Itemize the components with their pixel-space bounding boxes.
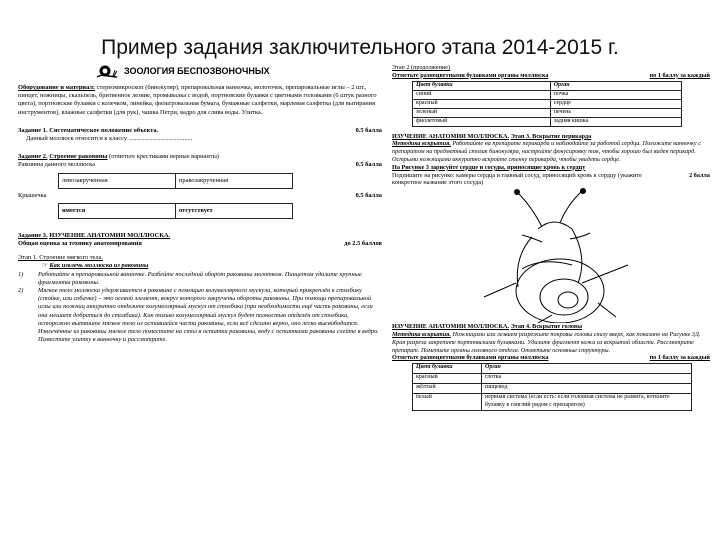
table-row: зеленый печень [413,108,682,117]
task1-row [18,127,382,135]
task2-label: Задание 2. [18,153,48,161]
task1-points: 0.5 балла [355,126,382,134]
snail-icon [96,64,118,78]
howto-title: Как извлечь моллюска из раковины [49,262,149,270]
slide-title: Пример задания заключительного этапа 2014-2015 г. [101,36,619,59]
stage3-heading: ИЗУЧЕНИЕ АНАТОМИИ МОЛЛЮСКА. Этап 3. Вскрытие перикарда [392,132,592,140]
task1-line: Данный моллюск относится к классу ........................................ [26,135,193,143]
col-header-color: Цвет булавки [413,81,551,90]
task2-title: Строение раковины [49,153,108,161]
howto-row [42,262,382,270]
pin-color-table [412,81,682,127]
snail-anatomy-illustration [392,187,710,323]
organ-table [412,363,692,411]
lid-option-present[interactable]: имеется [59,203,176,218]
stage4-question: Отметьте разноцветными булавками органы моллюска по 1 баллу за каждый [392,354,710,362]
stage4-method: Методика вскрытия. Ножницами или лезвием разрежьте покровы головы снизу вверх, как показано на Рисунке 3Д. Края разреза закрепите портновскими булавками. Удалите фрагмент кожи из вскрытой области. Рассмотрите препарат. Пометьте органы головного отдела. Отметьте основные структуры. [392,330,701,354]
twist-table [58,173,293,189]
left-page [18,64,382,344]
col-header-organ: Орган [550,81,681,90]
twist-option-left[interactable]: левозакрученная [59,173,176,188]
right-page [392,64,710,411]
equipment-paragraph [18,84,382,117]
stage3-method: Методика вскрытия. Работайте на препарате перикарда и наблюдайте за работой сердца. Положите ванночку с препаратом на предметный столик бинокуляра, настройте фокусировку так, чтобы хорошо был виден перикард. Острыми ножницами аккуратно вскройте стенку перикарда, чтобы увидеть сердце. [392,140,701,163]
task2-note: (отметьте крестиками верные варианты) [109,153,220,161]
task2-row [18,153,382,161]
twist-row: Раковина данного моллюска 0.5 балла [18,161,382,169]
section-heading: ЗООЛОГИЯ БЕСПОЗВОНОЧНЫХ [124,65,270,76]
stage1-title: Этап 1. Строение мягкого тела. [18,254,103,262]
col-header-organ: Орган [482,364,692,374]
stage2-title: Этап 2 (продолжение) [392,64,451,71]
stage4-heading: ИЗУЧЕНИЕ АНАТОМИИ МОЛЛЮСКА. Этап 4. Вскрытие головы [392,323,583,331]
stage2-question: Отметьте разноцветными булавками органы моллюска по 1 баллу за каждый [392,71,710,79]
figure-note-row: Подпишите на рисунке: камеры сердца и главный сосуд, приносящий кровь к сердцу (укажите конкретное название этого сосуда) 2 балла [392,171,710,187]
snail-drawing [392,187,710,323]
col-header-color: Цвет булавки [413,364,482,374]
task3-heading: Задание 3. ИЗУЧЕНИЕ АНАТОМИИ МОЛЛЮСКА. [18,231,171,239]
table-row: красный сердце [413,99,682,108]
table-row: фиолетовый задняя кишка [413,117,682,126]
step-1: 1) Работайте в препаровальной ванночке. Разбейте последний оборот раковины молотком. Пинцетом удалите крупные фрагменты раковины. [18,270,362,286]
lid-table [58,203,293,219]
task1-title: Систематическое положение объекта. [49,126,159,134]
table-row: красный глотка [413,374,692,384]
twist-option-right[interactable]: правозакрученная [176,173,293,188]
lid-option-absent[interactable]: отсутствует [176,203,293,218]
figure-caption: На Рисунке 3 зарисуйте сердце и сосуды, приносящие кровь к сердцу [392,163,586,171]
equipment-label: Оборудование и материал: [18,84,96,91]
step-2: 2) Мягкое тело моллюска удерживается в раковине с помощью колумеллярного мускула, который прикреплён к столбику (стойке, или собачке) – это осевой элемент, вокруг которого закручены обороты раковины. При помощи препаровальной иглы или ножниц аккуратно отделите колумеллярный мускул от столбика (при необходимости ещё часть раковины, если она мешает добраться до столбика). Как только колумеллярный мускул будет полностью отделён от столбика, осторожно вытяните мягкое тело из оставшейся части раковины, если всё сделано верно, оно легко высвободится. Извлечённое из раковины мягкое тело поместите на стол в остатки раковины, воду с остатками раковины слейте в ведро. Поместите улитку в ванночку и рассмотрите. [18,287,379,344]
table-row: белый нервная система (если есть: если головная система не развита, воткните булавку в ганглий рядом с препаратом) [413,394,692,411]
section-header [96,64,382,78]
table-row: жёлтый пищевод [413,384,692,394]
task1-label: Задание 1. [18,126,48,134]
table-row: синий почка [413,90,682,99]
task3-total-row: Общая оценка за технику анатомирования до 2.5 баллов [18,240,382,248]
lid-row: Крышечка 0.5 балла [18,191,382,199]
equipment-text: стереомикроскоп (бинокуляр), препаровальная ванночка, молоточек, препаровальные иглы – 2 шт., пинцет, ножницы, скальпель, бритвенное лезвие, промывалка с водой, портновские булавки с цветными головками (6 штук разного цвета), портновские булавки с колечком, линейка, фильтровальная бумага, бумажные салфетки, марлевая салфетка (для вытирания инструментов), влажные салфетки (для рук), чашка Петри, вадро для слива воды. Улитка. [18,84,377,116]
hand-icon: ☞ [42,262,48,270]
